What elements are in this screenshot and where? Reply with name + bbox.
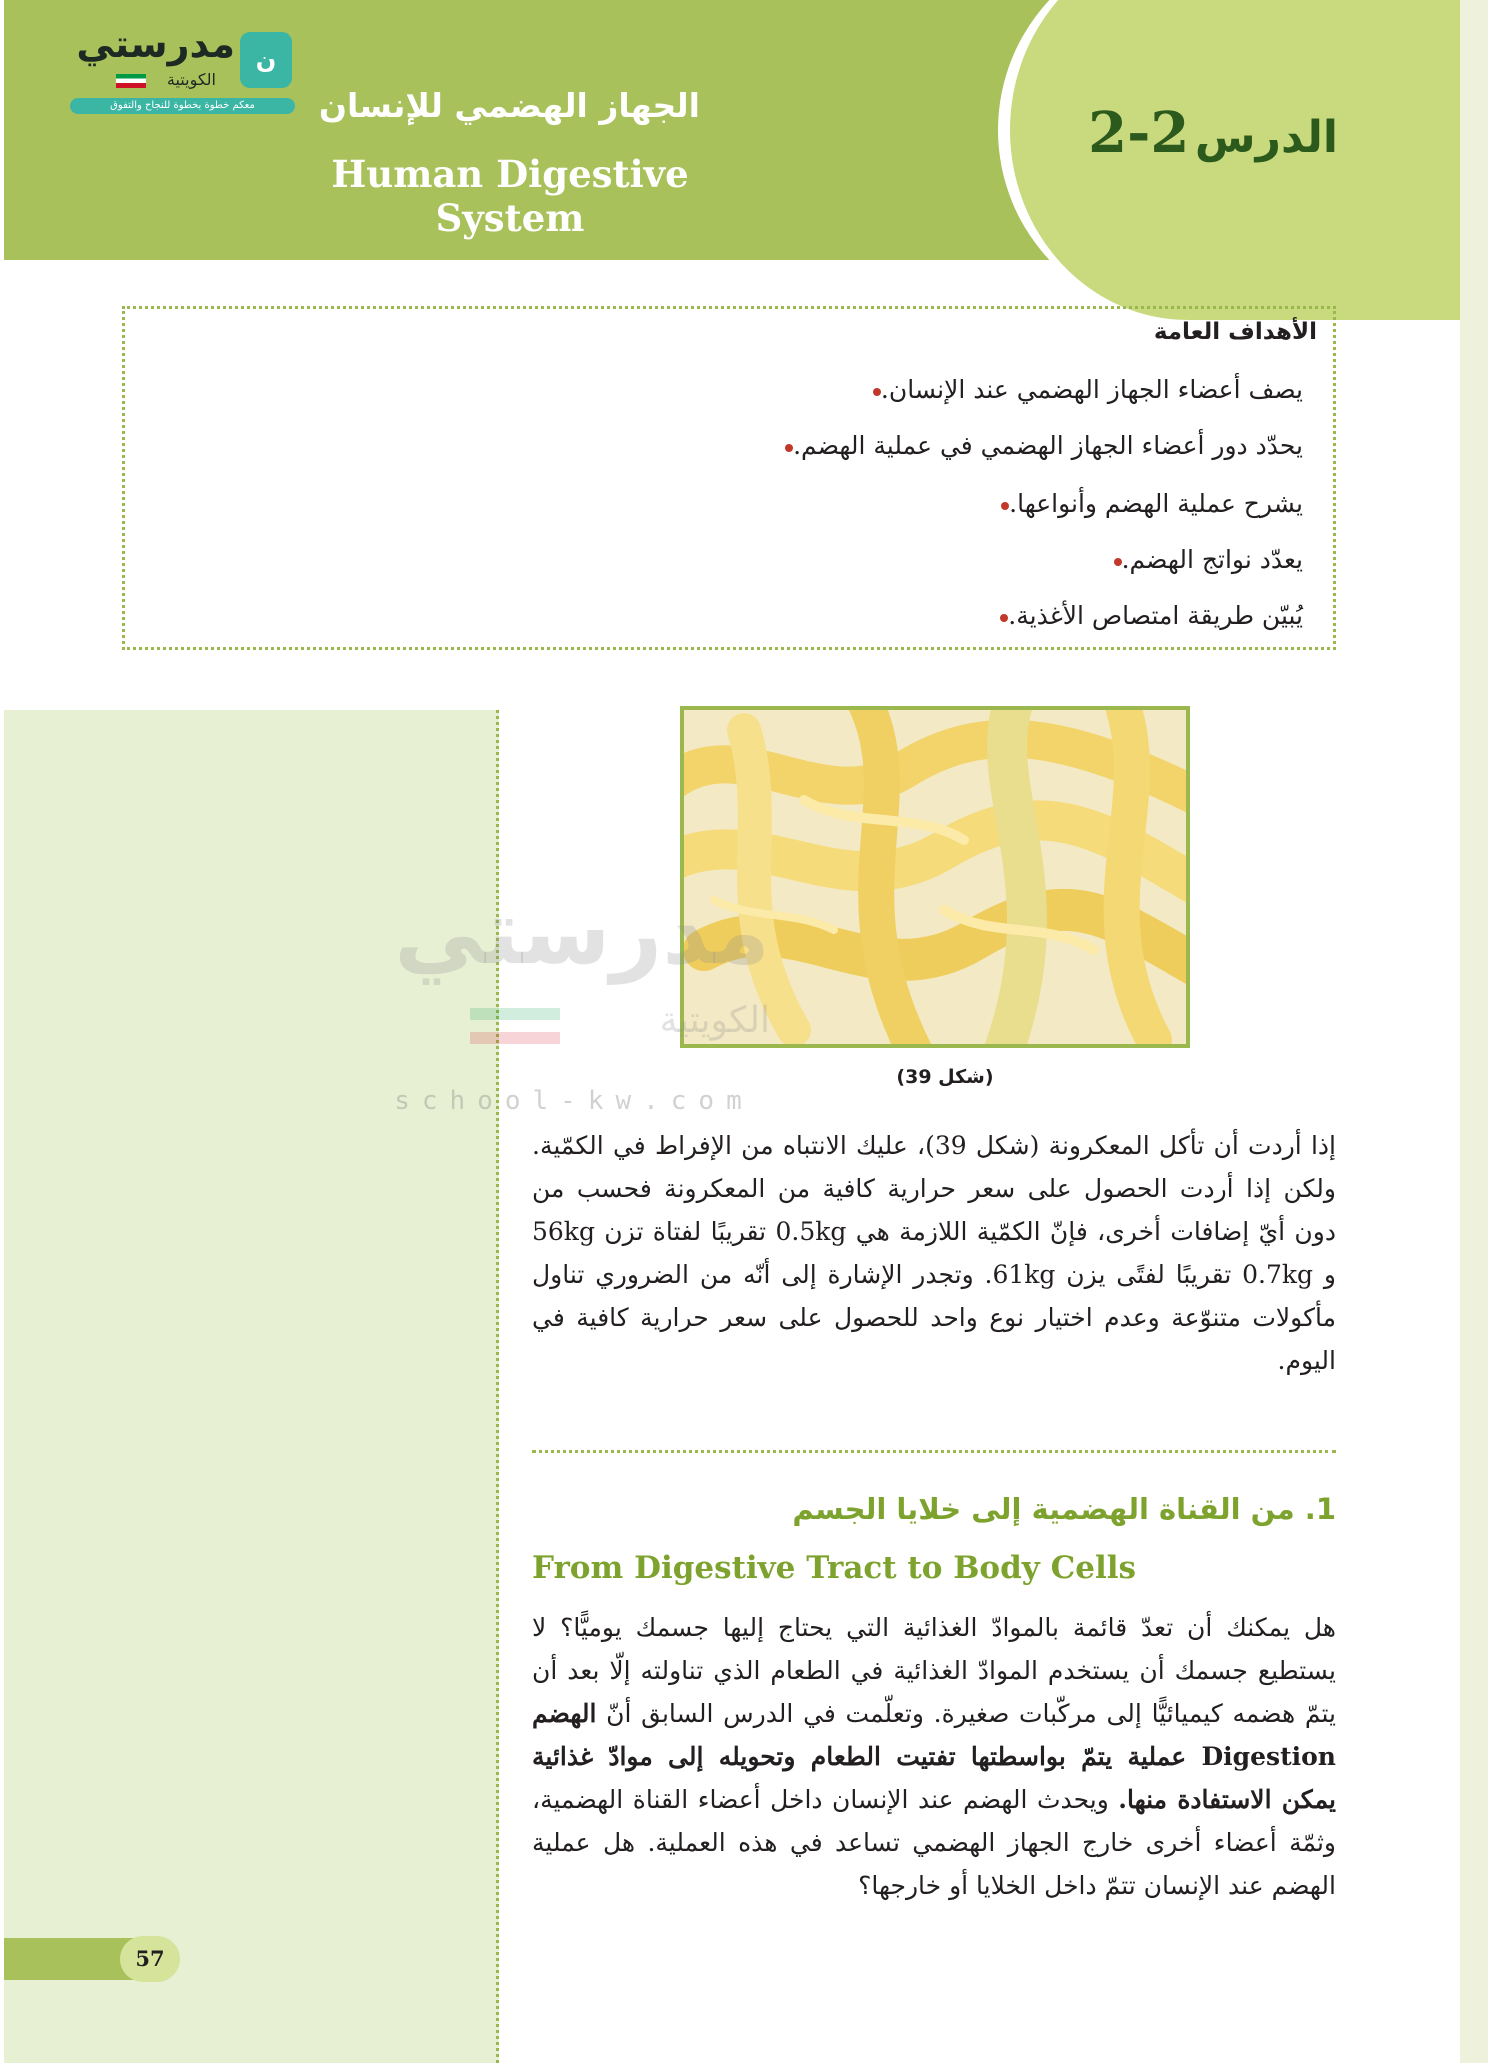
goal-item: يصف أعضاء الجهاز الهضمي عند الإنسان. — [865, 375, 1303, 404]
lesson-number: 2-2 — [1088, 100, 1190, 166]
watermark-subtitle: الكويتية — [659, 1000, 770, 1041]
site-logo[interactable] — [70, 20, 300, 120]
right-margin-strip — [1460, 0, 1488, 2063]
section-title-arabic: 1. من القناة الهضمية إلى خلايا الجسم — [792, 1492, 1336, 1526]
watermark-flag-icon — [470, 1008, 560, 1044]
watermark-name: مدرستي — [394, 880, 770, 985]
goal-item: يحدّد دور أعضاء الجهاز الهضمي في عملية الهضم. — [777, 431, 1303, 460]
logo-tagline: معكم خطوة بخطوة للنجاح والتفوق — [70, 98, 295, 114]
page-number: 57 — [120, 1936, 180, 1982]
logo-name: مدرستي — [76, 22, 235, 66]
logo-badge-icon: ن — [240, 32, 292, 88]
kuwait-flag-icon — [116, 74, 146, 88]
watermark — [370, 880, 790, 1116]
watermark-url: school-kw.com — [394, 1086, 754, 1116]
page-title-arabic: الجهاز الهضمي للإنسان — [318, 86, 700, 125]
general-goals-box — [122, 306, 1336, 650]
lesson-word: الدرس — [1194, 112, 1338, 163]
goal-item: يُبيّن طريقة امتصاص الأغذية. — [992, 601, 1303, 630]
section-paragraph — [532, 1606, 1336, 1907]
page-number-tab — [4, 1938, 134, 1980]
lesson-label — [1018, 100, 1338, 180]
goals-title: الأهداف العامة — [1153, 319, 1317, 345]
section-text-before: هل يمكنك أن تعدّ قائمة بالموادّ الغذائية التي يحتاج إليها جسمك يوميًّا؟ لا يستطيع جسمك أن يستخدم الموادّ الغذائية في الطعام الذي تناولته إلّا بعد أن يتمّ هضمه كيميائيًّا إلى مركّبات صغيرة. وتعلّمت في الدرس السابق أنّ — [532, 1613, 1336, 1728]
goal-item: يعدّد نواتج الهضم. — [1106, 545, 1303, 574]
section-title-english: From Digestive Tract to Body Cells — [532, 1550, 1136, 1586]
goal-item: يشرح عملية الهضم وأنواعها. — [993, 489, 1303, 518]
section-divider — [532, 1450, 1336, 1453]
logo-subtitle: الكويتية — [166, 70, 216, 89]
figure-caption: (شكل 39) — [896, 1066, 994, 1088]
intro-paragraph: إذا أردت أن تأكل المعكرونة (شكل 39)، عليك الانتباه من الإفراط في الكمّية. ولكن إذا أردت الحصول على سعر حرارية كافية من المعكرونة فحسب من دون أيّ إضافات أخرى، فإنّ الكمّية اللازمة هي 0.5kg تقريبًا لفتاة تزن 56kg و 0.7kg تقريبًا لفتًى يزن 61kg. وتجدر الإشارة إلى أنّه من الضروري تناول مأكولات متنوّعة وعدم اختيار نوع واحد للحصول على سعر حرارية كافية في اليوم. — [532, 1131, 1336, 1375]
digestion-definition: الهضم Digestion عملية يتمّ بواسطتها تفتيت الطعام وتحويله إلى موادّ غذائية يمكن الاستفادة منها. — [532, 1699, 1337, 1814]
section-text-after: ويحدث الهضم عند الإنسان داخل أعضاء القناة الهضمية، وثمّة أعضاء أخرى خارج الجهاز الهضمي تساعد في هذه العملية. هل عملية الهضم عند الإنسان تتمّ داخل الخلايا أو خارجها؟ — [532, 1785, 1336, 1900]
page-title-english: Human Digestive System — [331, 152, 689, 240]
